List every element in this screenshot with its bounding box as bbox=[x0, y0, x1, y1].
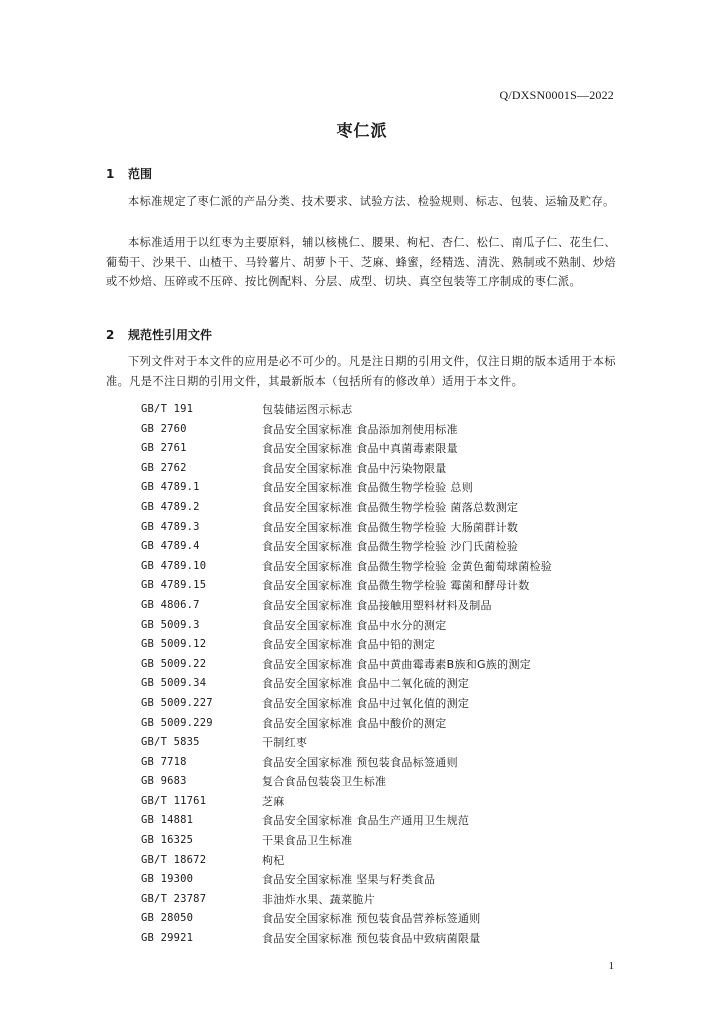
section-number: 1 bbox=[106, 167, 115, 181]
reference-title: 食品安全国家标准 食品微生物学检验 大肠菌群计数 bbox=[262, 520, 519, 534]
reference-title: 食品安全国家标准 预包装食品标签通则 bbox=[262, 755, 458, 769]
reference-code: GB/T 191 bbox=[141, 403, 194, 415]
reference-row bbox=[141, 518, 621, 538]
reference-title: 食品安全国家标准 食品添加剂使用标准 bbox=[262, 422, 458, 436]
reference-code: GB 16325 bbox=[141, 834, 194, 847]
reference-title: 食品安全国家标准 食品中黄曲霉毒素B族和G族的测定 bbox=[262, 657, 532, 671]
reference-code: GB 2761 bbox=[141, 442, 187, 455]
reference-row bbox=[141, 655, 621, 675]
reference-title: 芝麻 bbox=[262, 794, 285, 808]
reference-title: 干制红枣 bbox=[262, 736, 308, 750]
reference-code: GB 14881 bbox=[141, 814, 194, 827]
reference-row bbox=[141, 576, 621, 596]
reference-row bbox=[141, 831, 621, 851]
reference-title: 食品安全国家标准 食品微生物学检验 霉菌和酵母计数 bbox=[262, 579, 530, 593]
reference-title: 食品安全国家标准 预包装食品中致病菌限量 bbox=[262, 932, 481, 946]
reference-code: GB/T 18672 bbox=[141, 853, 207, 866]
reference-row bbox=[141, 714, 621, 734]
reference-title: 食品安全国家标准 食品微生物学检验 沙门氏菌检验 bbox=[262, 540, 519, 554]
reference-code: GB 28050 bbox=[141, 912, 194, 925]
reference-code: GB 7718 bbox=[141, 755, 187, 768]
reference-title: 食品安全国家标准 食品接触用塑料材料及制品 bbox=[262, 598, 492, 612]
applicability-paragraph: 本标准适用于以红枣为主要原料，辅以核桃仁、腰果、枸杞、杏仁、松仁、南瓜子仁、花生仁、葡萄干、沙果干、山楂干、马铃薯片、胡萝卜干、芝麻、蜂蜜，经精选、清洗、熟制或不熟制、炒焙或不炒焙、压碎或不压碎、按比例配料、分层、成型、切块、真空包装等工序制成的枣仁派。 bbox=[106, 236, 616, 288]
reference-row bbox=[141, 909, 621, 929]
reference-list bbox=[141, 400, 621, 949]
reference-code: GB 4789.15 bbox=[141, 579, 207, 592]
page-number: 1 bbox=[608, 960, 614, 972]
reference-title: 食品安全国家标准 食品中污染物限量 bbox=[262, 461, 447, 475]
reference-title: 食品安全国家标准 食品微生物学检验 总则 bbox=[262, 481, 473, 495]
reference-title: 干果食品卫生标准 bbox=[262, 834, 353, 848]
reference-row bbox=[141, 772, 621, 792]
reference-title: 枸杞 bbox=[262, 853, 285, 867]
reference-code: GB 5009.34 bbox=[141, 677, 207, 690]
reference-title: 包装储运图示标志 bbox=[262, 403, 353, 416]
reference-title: 食品安全国家标准 食品中铅的测定 bbox=[262, 638, 436, 652]
reference-code: GB 4789.10 bbox=[141, 559, 207, 572]
reference-row bbox=[141, 400, 621, 420]
reference-title: 食品安全国家标准 食品中二氧化硫的测定 bbox=[262, 677, 470, 691]
reference-row bbox=[141, 753, 621, 773]
reference-row bbox=[141, 478, 621, 498]
reference-code: GB 5009.229 bbox=[141, 716, 213, 729]
reference-row bbox=[141, 420, 621, 440]
reference-title: 食品安全国家标准 食品中过氧化值的测定 bbox=[262, 696, 470, 710]
reference-row bbox=[141, 870, 621, 890]
section-title: 范围 bbox=[128, 167, 153, 181]
reference-row bbox=[141, 733, 621, 753]
reference-title: 食品安全国家标准 坚果与籽类食品 bbox=[262, 873, 436, 887]
reference-code: GB/T 5835 bbox=[141, 736, 200, 749]
reference-row bbox=[141, 929, 621, 949]
reference-row bbox=[141, 498, 621, 518]
reference-code: GB 5009.227 bbox=[141, 696, 213, 709]
reference-row bbox=[141, 439, 621, 459]
reference-code: GB 4789.1 bbox=[141, 481, 200, 494]
reference-code: GB/T 11761 bbox=[141, 794, 207, 807]
reference-title: 食品安全国家标准 食品生产通用卫生规范 bbox=[262, 814, 470, 828]
reference-title: 食品安全国家标准 预包装食品营养标签通则 bbox=[262, 912, 481, 926]
reference-title: 食品安全国家标准 食品微生物学检验 金黄色葡萄球菌检验 bbox=[262, 559, 553, 573]
reference-code: GB 5009.12 bbox=[141, 638, 207, 651]
reference-code: GB 4789.4 bbox=[141, 540, 200, 553]
reference-title: 食品安全国家标准 食品中水分的测定 bbox=[262, 618, 447, 632]
reference-row bbox=[141, 537, 621, 557]
reference-title: 食品安全国家标准 食品中酸价的测定 bbox=[262, 716, 447, 730]
reference-code: GB 9683 bbox=[141, 775, 187, 788]
reference-row bbox=[141, 596, 621, 616]
section-1-heading bbox=[106, 165, 152, 182]
reference-title: 食品安全国家标准 食品中真菌毒素限量 bbox=[262, 442, 458, 456]
reference-code: GB 2762 bbox=[141, 461, 187, 474]
section-title: 规范性引用文件 bbox=[128, 328, 213, 342]
reference-row bbox=[141, 811, 621, 831]
reference-title: 非油炸水果、蔬菜脆片 bbox=[262, 892, 375, 906]
reference-row bbox=[141, 674, 621, 694]
document-title: 枣仁派 bbox=[336, 121, 388, 140]
reference-title: 食品安全国家标准 食品微生物学检验 菌落总数测定 bbox=[262, 500, 519, 514]
section-number: 2 bbox=[106, 328, 115, 342]
reference-row bbox=[141, 616, 621, 636]
reference-row bbox=[141, 694, 621, 714]
scope-paragraph: 本标准规定了枣仁派的产品分类、技术要求、试验方法、检验规则、标志、包装、运输及贮存。 bbox=[128, 195, 615, 208]
reference-code: GB 4806.7 bbox=[141, 598, 200, 611]
reference-code: GB/T 23787 bbox=[141, 892, 207, 905]
reference-row bbox=[141, 557, 621, 577]
reference-code: GB 29921 bbox=[141, 932, 194, 945]
reference-code: GB 4789.3 bbox=[141, 520, 200, 533]
reference-row bbox=[141, 792, 621, 812]
reference-title: 复合食品包装袋卫生标准 bbox=[262, 775, 387, 789]
reference-code: GB 5009.22 bbox=[141, 657, 207, 670]
document-code: Q/DXSN0001S—2022 bbox=[499, 88, 614, 102]
reference-row bbox=[141, 635, 621, 655]
references-intro-paragraph: 下列文件对于本文件的应用是必不可少的。凡是注日期的引用文件，仅注日期的版本适用于本标准。凡是不注日期的引用文件，其最新版本（包括所有的修改单）适用于本文件。 bbox=[106, 355, 616, 388]
reference-row bbox=[141, 459, 621, 479]
reference-row bbox=[141, 851, 621, 871]
reference-code: GB 4789.2 bbox=[141, 500, 200, 513]
reference-row bbox=[141, 890, 621, 910]
section-2-heading bbox=[106, 326, 212, 343]
reference-code: GB 2760 bbox=[141, 422, 187, 435]
reference-code: GB 5009.3 bbox=[141, 618, 200, 631]
reference-code: GB 19300 bbox=[141, 873, 194, 886]
